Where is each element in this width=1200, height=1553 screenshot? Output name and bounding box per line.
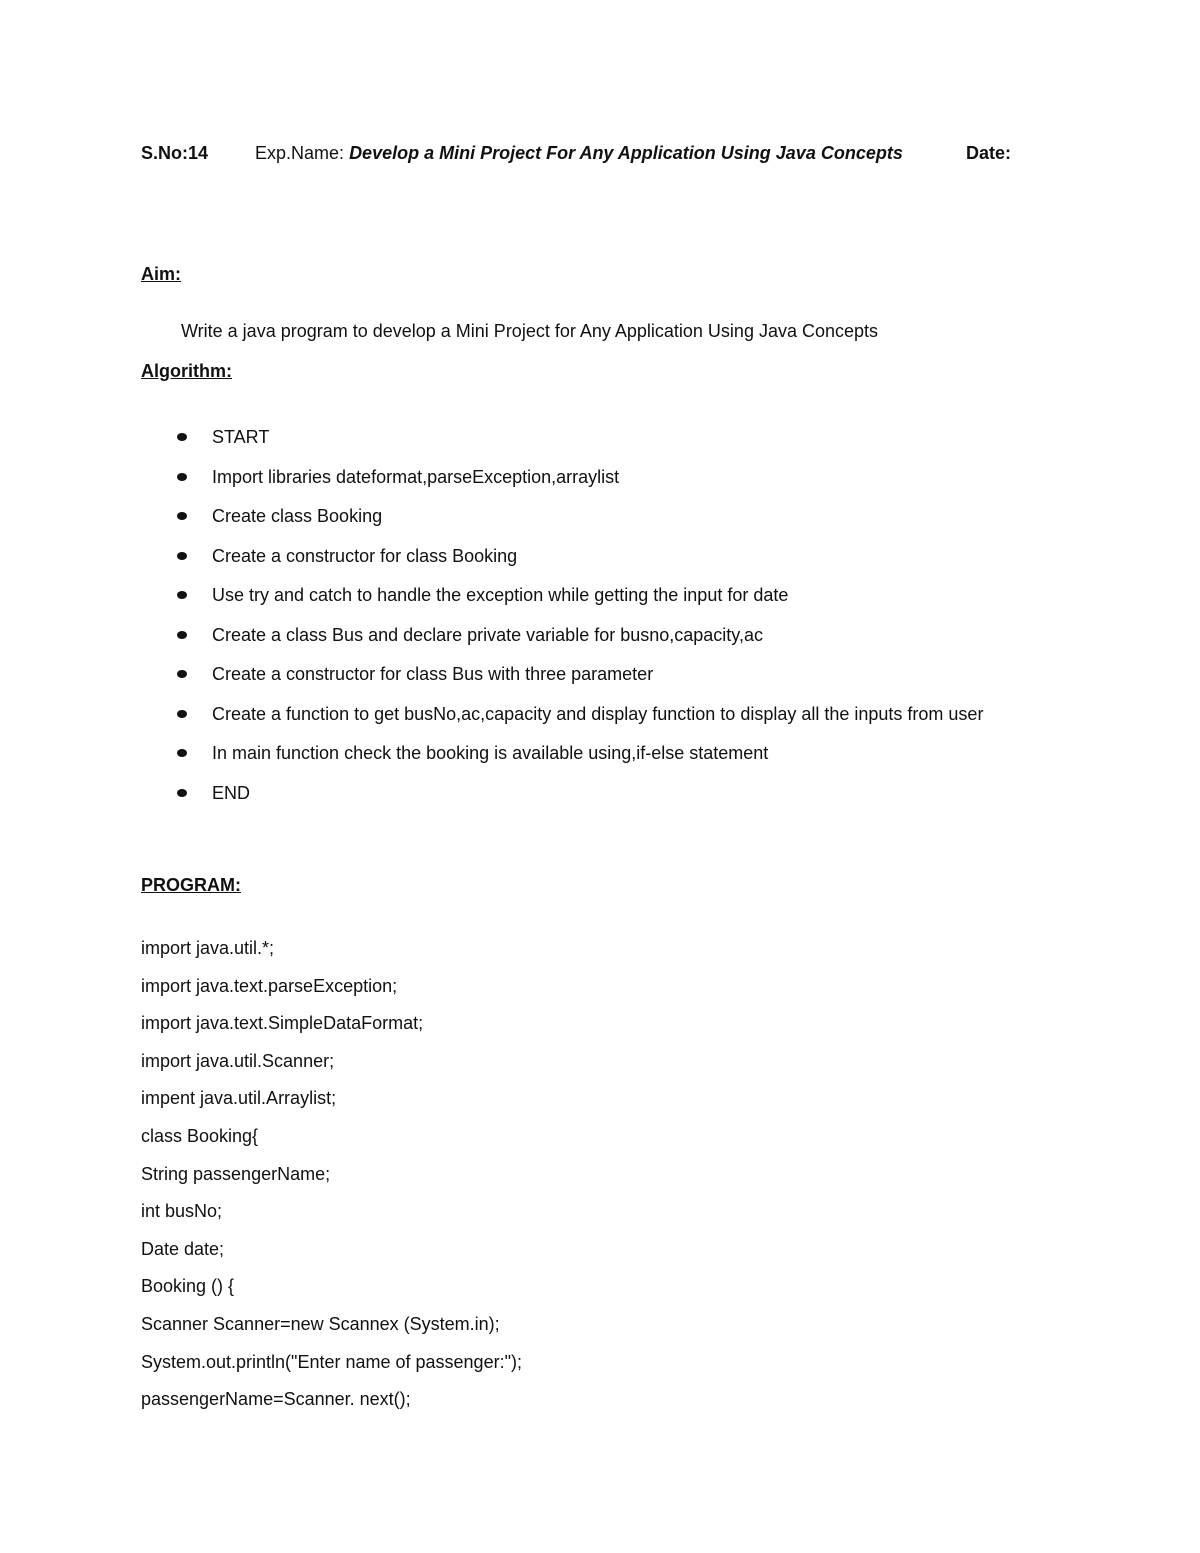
algorithm-step [141, 616, 1061, 656]
algorithm-step-text: Create a function to get busNo,ac,capacity and display function to display all the inputs from user [212, 703, 984, 724]
aim-heading: Aim: [141, 264, 181, 284]
experiment-name-label: Exp.Name: [255, 143, 345, 163]
bullet-icon [177, 512, 187, 520]
date-label: Date: [966, 143, 1012, 163]
algorithm-steps [141, 418, 1061, 813]
algorithm-step-text: Create a constructor for class Booking [212, 545, 518, 566]
bullet-icon [177, 631, 187, 639]
program-heading: PROGRAM: [141, 875, 241, 895]
algorithm-step [141, 458, 1061, 498]
algorithm-step-text: In main function check the booking is available using,if-else statement [212, 743, 769, 763]
bullet-icon [177, 710, 187, 718]
algorithm-step [141, 418, 1061, 458]
algorithm-step [141, 497, 1061, 537]
bullet-icon [177, 670, 187, 678]
code-line: Date date; [141, 1238, 225, 1259]
code-line: System.out.println("Enter name of passenger:"); [141, 1351, 522, 1372]
bullet-icon [177, 473, 187, 481]
bullet-icon [177, 789, 187, 797]
algorithm-step-text: START [212, 427, 270, 447]
algorithm-step-text: END [212, 782, 251, 803]
bullet-icon [177, 552, 187, 560]
code-line: import java.text.SimpleDataFormat; [141, 1013, 424, 1034]
algorithm-step-text: Import libraries dateformat,parseException,arraylist [212, 466, 620, 487]
experiment-header [141, 143, 1061, 171]
algorithm-step [141, 695, 1061, 735]
experiment-title: Develop a Mini Project For Any Application Using Java Concepts [349, 143, 903, 163]
aim-text: Write a java program to develop a Mini Project for Any Application Using Java Concepts [181, 321, 879, 341]
algorithm-step [141, 576, 1061, 616]
code-line: impent java.util.Arraylist; [141, 1088, 337, 1109]
serial-number: S.No:14 [141, 143, 209, 163]
algorithm-step [141, 774, 1061, 814]
code-line: class Booking{ [141, 1125, 259, 1146]
code-line: import java.util.*; [141, 938, 275, 958]
algorithm-step [141, 734, 1061, 774]
algorithm-step-text: Create a class Bus and declare private variable for busno,capacity,ac [212, 624, 763, 645]
bullet-icon [177, 591, 187, 599]
algorithm-step-text: Create class Booking [212, 506, 383, 526]
algorithm-step-text: Create a constructor for class Bus with three parameter [212, 664, 654, 684]
code-line: String passengerName; [141, 1163, 331, 1184]
algorithm-step [141, 537, 1061, 577]
bullet-icon [177, 433, 187, 441]
algorithm-step [141, 655, 1061, 695]
code-line: import java.text.parseException; [141, 975, 398, 996]
algorithm-heading: Algorithm: [141, 361, 232, 381]
code-line: Scanner Scanner=new Scannex (System.in); [141, 1313, 500, 1334]
code-line: import java.util.Scanner; [141, 1050, 335, 1071]
code-line: passengerName=Scanner. next(); [141, 1389, 411, 1410]
algorithm-step-text: Use try and catch to handle the exception while getting the input for date [212, 585, 789, 605]
program-code [141, 930, 522, 1419]
experiment-name [255, 143, 903, 164]
bullet-icon [177, 749, 187, 757]
code-line: int busNo; [141, 1201, 223, 1222]
code-line: Booking () { [141, 1276, 235, 1297]
